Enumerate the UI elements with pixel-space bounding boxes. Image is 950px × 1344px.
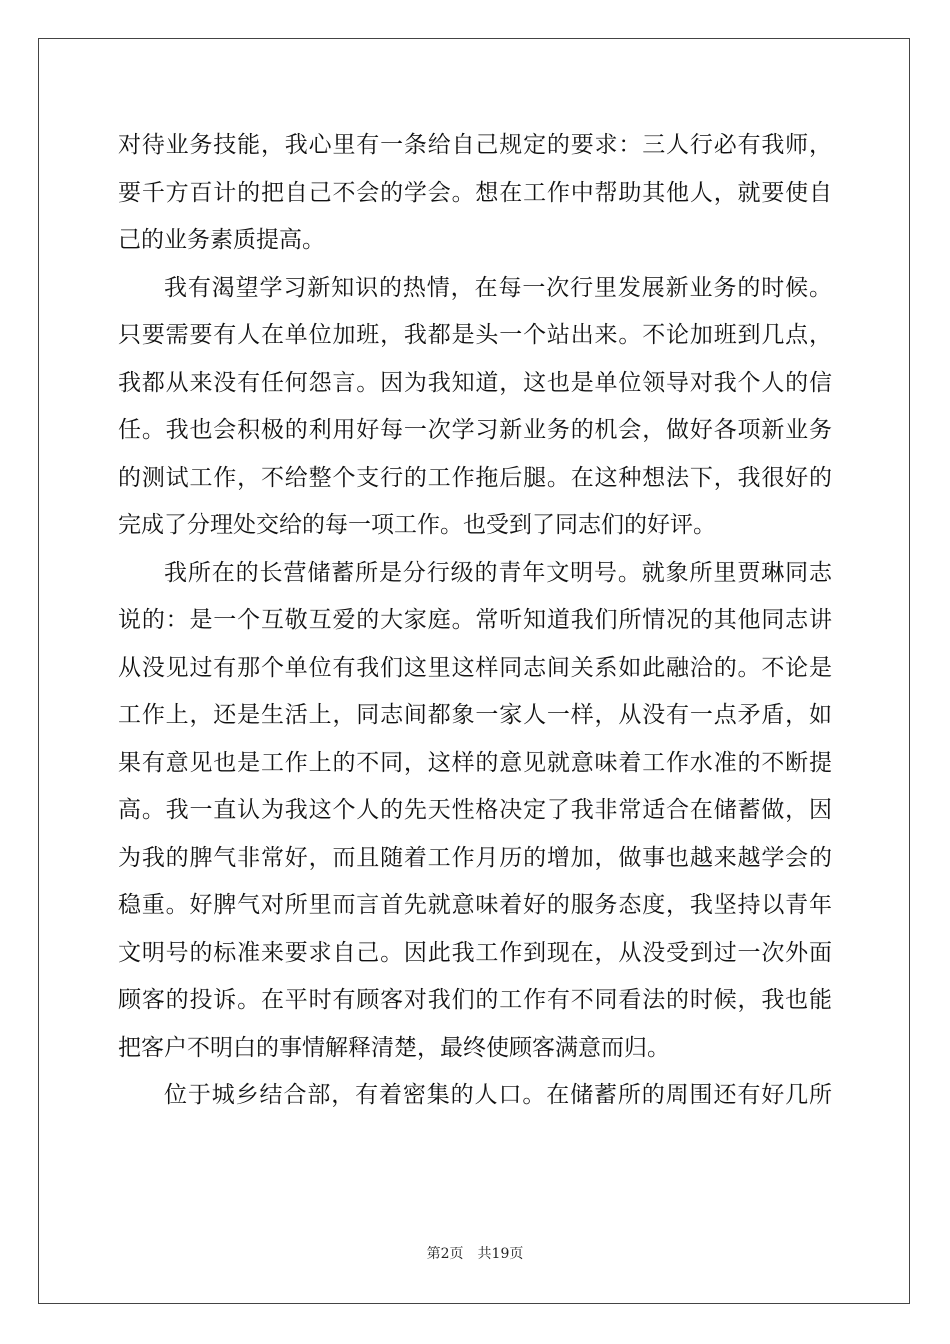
text-line: 说的：是一个互敬互爱的大家庭。常听知道我们所情况的其他同志讲 — [118, 607, 832, 633]
text-line: 位于城乡结合部，有着密集的人口。在储蓄所的周围还有好几所 — [164, 1082, 832, 1108]
document-body — [118, 122, 832, 1120]
text-line: 把客户不明白的事情解释清楚，最终使顾客满意而归。 — [118, 1034, 670, 1061]
paragraph — [118, 265, 832, 550]
text-line: 要千方百计的把自己不会的学会。想在工作中帮助其他人，就要使自 — [118, 179, 832, 206]
page-footer — [0, 1244, 950, 1264]
text-line: 完成了分理处交给的每一项工作。也受到了同志们的好评。 — [118, 512, 716, 538]
text-line: 顾客的投诉。在平时有顾客对我们的工作有不同看法的时候，我也能 — [118, 987, 832, 1013]
text-line: 任。我也会积极的利用好每一次学习新业务的机会，做好各项新业务 — [118, 417, 832, 443]
text-line: 只要需要有人在单位加班，我都是头一个站出来。不论加班到几点， — [118, 322, 832, 348]
text-line: 对待业务技能，我心里有一条给自己规定的要求：三人行必有我师， — [118, 132, 832, 158]
text-line: 我都从来没有任何怨言。因为我知道，这也是单位领导对我个人的信 — [118, 369, 832, 396]
text-line: 我所在的长营储蓄所是分行级的青年文明号。就象所里贾琳同志 — [164, 559, 832, 586]
text-line: 工作上，还是生活上，同志间都象一家人一样，从没有一点矛盾，如 — [118, 702, 832, 728]
paragraph — [118, 1072, 832, 1120]
text-line: 从没见过有那个单位有我们这里这样同志间关系如此融洽的。不论是 — [118, 654, 832, 681]
text-line: 高。我一直认为我这个人的先天性格决定了我非常适合在储蓄做，因 — [118, 797, 832, 823]
text-line: 果有意见也是工作上的不同，这样的意见就意味着工作水准的不断提 — [118, 749, 832, 776]
text-line: 我有渴望学习新知识的热情，在每一次行里发展新业务的时候。 — [164, 274, 832, 301]
paragraph — [118, 550, 832, 1073]
text-line: 的测试工作，不给整个支行的工作拖后腿。在这种想法下，我很好的 — [118, 464, 832, 491]
page-number: 第2页 — [426, 1246, 464, 1262]
text-line: 己的业务素质提高。 — [118, 227, 325, 253]
text-line: 为我的脾气非常好，而且随着工作月历的增加，做事也越来越学会的 — [118, 844, 832, 871]
text-line: 文明号的标准来要求自己。因此我工作到现在，从没受到过一次外面 — [118, 939, 832, 966]
paragraph — [118, 122, 832, 265]
page-total: 共19页 — [477, 1246, 524, 1262]
text-line: 稳重。好脾气对所里而言首先就意味着好的服务态度，我坚持以青年 — [118, 892, 832, 918]
